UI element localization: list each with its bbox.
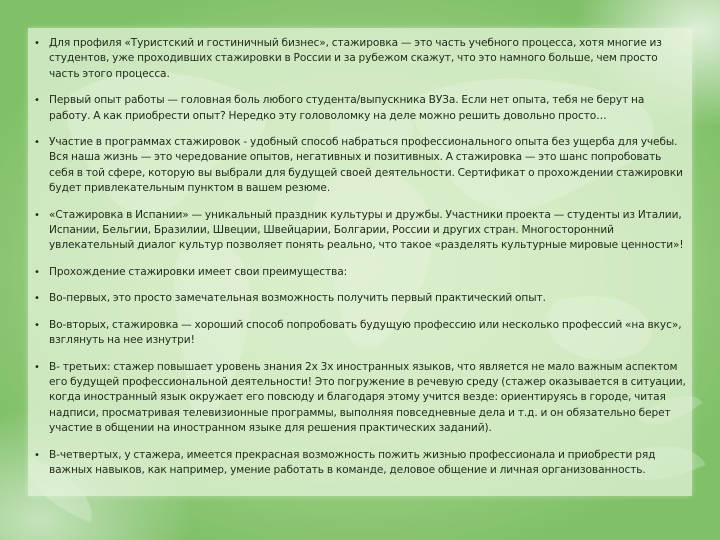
bullet-text: «Стажировка в Испании» — уникальный праздник культуры и дружбы. Участники проекта — студенты из Италии, Испании, Бельгии, Бразилии, Швеции, Швейцарии, Болгарии, России и других стран. Многосторонний увлекательный диалог культур позволяет понять реально, что такое «разделять культурные мировые ценности»!: [49, 208, 684, 252]
bullet-item: [34, 360, 688, 437]
bullet-marker: •: [34, 266, 40, 278]
bullet-item: [34, 93, 688, 124]
bullet-marker: •: [34, 361, 40, 373]
bullet-text: В-четвертых, у стажера, имеется прекрасная возможность пожить жизнью профессионала и приобрести ряд важных навыков, как например, умение работать в команде, деловое общение и личная организованность.: [49, 448, 656, 476]
bullet-item: [34, 291, 688, 306]
bullet-item: [34, 36, 688, 82]
bullet-item: [34, 448, 688, 479]
bullet-text: Первый опыт работы — головная боль любого студента/выпускника ВУЗа. Если нет опыта, тебя не берут на работу. А как приобрести опыт? Нередко эту головоломку на деле можно решить довольно просто…: [49, 94, 645, 122]
bullet-marker: •: [34, 319, 40, 331]
bullet-text: Для профиля «Туристский и гостиничный бизнес», стажировка — это часть учебного процесса, хотя многие из студентов, уже проходивших стажировки в России и за рубежом скажут, что это намного больше, чем просто часть этого процесса.: [49, 37, 662, 80]
bullet-text: Во-вторых, стажировка — хороший способ попробовать будущую профессию или несколько профессий «на вкус», взглянуть на нее изнутри!: [49, 318, 682, 347]
bullet-list: [34, 36, 688, 489]
bullet-marker: •: [34, 449, 40, 461]
bullet-marker: •: [34, 209, 40, 221]
bullet-text: Участие в программах стажировок - удобный способ набраться профессионального опыта без ущерба для учебы. Вся наша жизнь — это чередование опытов, негативных и позитивных. А стажировка — это шанс попробовать себя в той сфере, которую вы выбрали для будущей своей деятельности. Сертификат о прохождении стажировки будет привлекательным пунктом в вашем резюме.: [49, 136, 683, 195]
bullet-text: В- третьих: стажер повышает уровень знания 2х 3х иностранных языков, что является не мало важным аспектом его будущей профессиональной деятельности! Это погружение в речевую среду (стажер оказывается в ситуации, когда иностранный язык окружает его повсюду и благодаря этому учится везде: ориентируясь в городе, читая надписи, просматривая телевизионные программы, выполняя повседневные дела и т.д. и он обязательно берет участие в общении на иностранном языке для решения практических заданий).: [49, 360, 686, 435]
bullet-item: [34, 208, 688, 254]
bullet-marker: •: [34, 293, 40, 305]
bullet-marker: •: [34, 38, 40, 49]
bullet-item: [34, 265, 688, 280]
bullet-marker: •: [34, 137, 40, 149]
bullet-text: Во-первых, это просто замечательная возможность получить первый практический опыт.: [49, 292, 546, 305]
bullet-item: [34, 318, 688, 349]
bullet-item: [34, 135, 688, 197]
bullet-text: Прохождение стажировки имеет свои преимущества:: [49, 265, 348, 278]
bullet-marker: •: [34, 95, 40, 107]
